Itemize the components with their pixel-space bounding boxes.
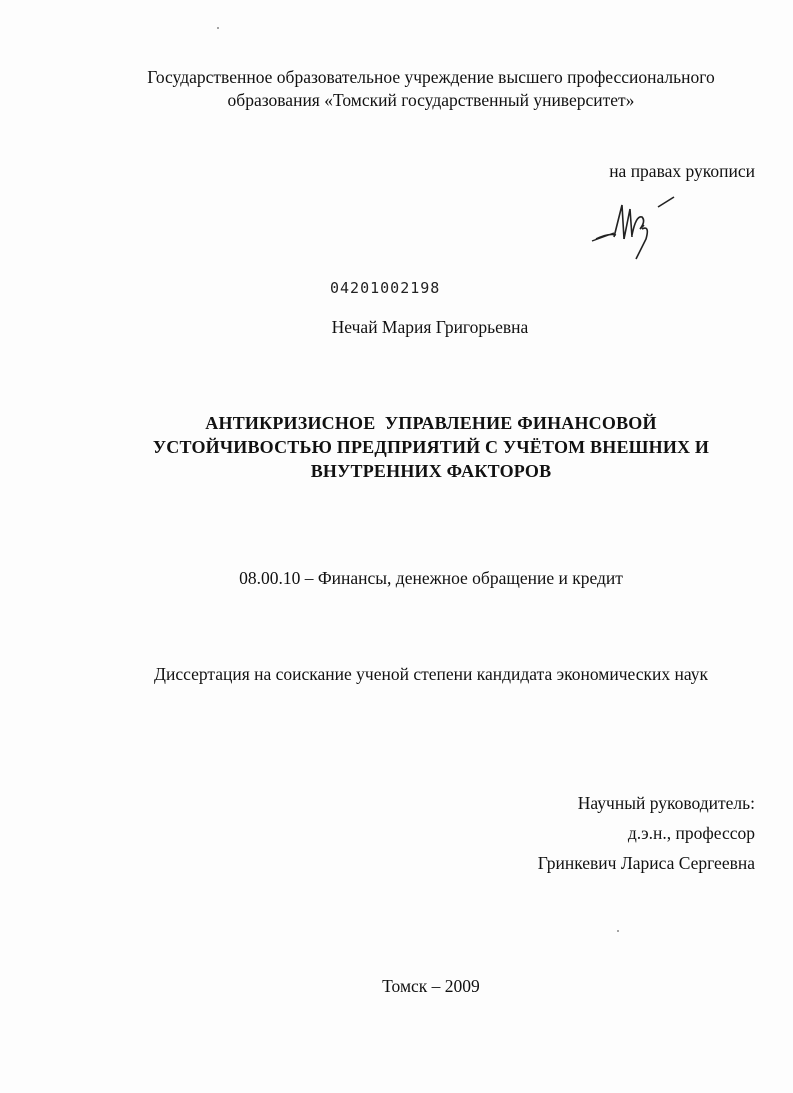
inventory-number: 04201002198 (330, 279, 441, 297)
city-year: Томск – 2009 (382, 976, 480, 996)
author-name: Нечай Мария Григорьевна (331, 317, 529, 337)
signature-icon (588, 195, 683, 265)
institution-header (60, 66, 793, 112)
manuscript-note: на правах рукописи (609, 161, 755, 181)
title-line-1: АНТИКРИЗИСНОЕ УПРАВЛЕНИЕ ФИНАНСОВОЙ (205, 413, 657, 433)
scan-speck (617, 930, 619, 932)
supervisor-rank: д.э.н., профессор (627, 823, 755, 843)
supervisor-name: Гринкевич Лариса Сергеевна (537, 853, 755, 873)
supervisor-label: Научный руководитель: (577, 793, 755, 813)
scan-speck (217, 27, 219, 29)
institution-line-1: Государственное образовательное учреждение высшего профессионального (147, 67, 715, 87)
title-line-2: УСТОЙЧИВОСТЬЮ ПРЕДПРИЯТИЙ С УЧЁТОМ ВНЕШНИХ И (152, 437, 710, 457)
title-line-3: ВНУТРЕННИХ ФАКТОРОВ (310, 461, 552, 481)
supervisor-block (538, 788, 755, 878)
institution-line-2: образования «Томский государственный университет» (227, 90, 635, 110)
degree-statement: Диссертация на соискание ученой степени кандидата экономических наук (154, 664, 708, 684)
specialty-code: 08.00.10 – Финансы, денежное обращение и кредит (239, 568, 623, 588)
dissertation-title (60, 411, 793, 483)
